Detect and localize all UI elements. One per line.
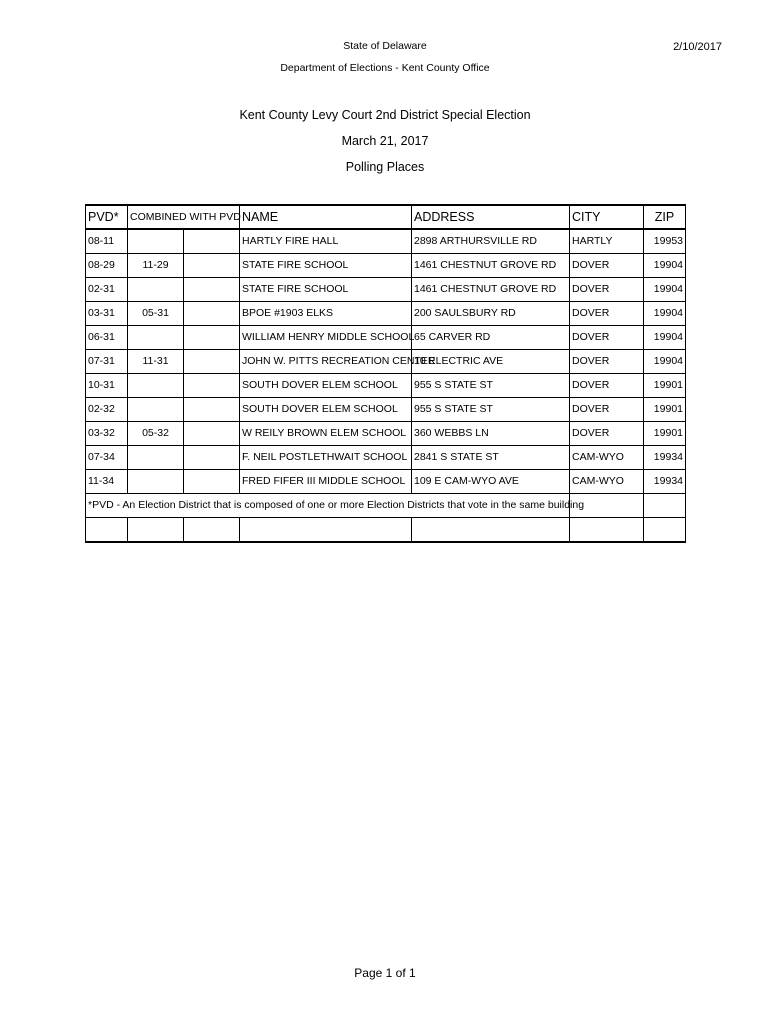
cell-pvd: 07-34	[86, 446, 128, 470]
cell-name: FRED FIFER III MIDDLE SCHOOL	[240, 470, 412, 494]
cell-empty	[184, 398, 240, 422]
cell-name: SOUTH DOVER ELEM SCHOOL	[240, 398, 412, 422]
cell-combined-pvd	[128, 278, 184, 302]
cell-zip: 19904	[644, 278, 686, 302]
cell-pvd: 07-31	[86, 350, 128, 374]
cell-name: STATE FIRE SCHOOL	[240, 254, 412, 278]
cell-city: DOVER	[570, 254, 644, 278]
table-row	[86, 350, 686, 374]
document-title: Kent County Levy Court 2nd District Special Election	[239, 108, 531, 122]
cell-name: F. NEIL POSTLETHWAIT SCHOOL	[240, 446, 412, 470]
cell-city: CAM-WYO	[570, 470, 644, 494]
cell-zip: 19904	[644, 254, 686, 278]
cell-pvd: 08-11	[86, 229, 128, 254]
cell-zip: 19934	[644, 446, 686, 470]
cell-empty	[570, 518, 644, 543]
cell-zip: 19901	[644, 422, 686, 446]
cell-address: 109 E CAM-WYO AVE	[412, 470, 570, 494]
cell-address: 360 WEBBS LN	[412, 422, 570, 446]
table-body	[86, 229, 686, 542]
cell-name: SOUTH DOVER ELEM SCHOOL	[240, 374, 412, 398]
cell-combined-pvd	[128, 326, 184, 350]
cell-pvd: 06-31	[86, 326, 128, 350]
cell-empty	[86, 518, 128, 543]
cell-combined-pvd	[128, 229, 184, 254]
cell-address: 65 CARVER RD	[412, 326, 570, 350]
cell-city: DOVER	[570, 350, 644, 374]
column-header-combined: COMBINED WITH PVD	[128, 205, 240, 229]
header-department: Department of Elections - Kent County Office	[280, 62, 490, 74]
cell-name: HARTLY FIRE HALL	[240, 229, 412, 254]
table-header-row	[86, 205, 686, 229]
cell-pvd: 10-31	[86, 374, 128, 398]
cell-address: 955 S STATE ST	[412, 398, 570, 422]
table-note-row	[86, 494, 686, 518]
cell-empty	[644, 494, 686, 518]
cell-city: DOVER	[570, 422, 644, 446]
cell-city: CAM-WYO	[570, 446, 644, 470]
cell-combined-pvd: 05-32	[128, 422, 184, 446]
cell-pvd: 02-32	[86, 398, 128, 422]
cell-address: 10 ELECTRIC AVE	[412, 350, 570, 374]
cell-empty	[644, 518, 686, 543]
table-row	[86, 470, 686, 494]
cell-empty	[412, 518, 570, 543]
cell-address: 1461 CHESTNUT GROVE RD	[412, 278, 570, 302]
cell-empty	[184, 350, 240, 374]
header-state: State of Delaware	[343, 40, 427, 52]
cell-pvd: 11-34	[86, 470, 128, 494]
cell-city: DOVER	[570, 278, 644, 302]
document-subtitle: Polling Places	[345, 160, 425, 174]
cell-pvd: 03-32	[86, 422, 128, 446]
cell-name: WILLIAM HENRY MIDDLE SCHOOL	[240, 326, 412, 350]
cell-name: BPOE #1903 ELKS	[240, 302, 412, 326]
table-row	[86, 229, 686, 254]
column-header-city: CITY	[570, 205, 644, 229]
cell-empty	[184, 518, 240, 543]
cell-zip: 19904	[644, 350, 686, 374]
column-header-pvd: PVD*	[86, 205, 128, 229]
table-empty-row	[86, 518, 686, 543]
cell-zip: 19934	[644, 470, 686, 494]
cell-zip: 19904	[644, 326, 686, 350]
column-header-zip: ZIP	[644, 205, 686, 229]
table-row	[86, 398, 686, 422]
cell-combined-pvd	[128, 470, 184, 494]
table-row	[86, 374, 686, 398]
cell-empty	[184, 229, 240, 254]
cell-combined-pvd	[128, 446, 184, 470]
polling-places-table	[85, 204, 686, 543]
column-header-name: NAME	[240, 205, 412, 229]
cell-combined-pvd	[128, 374, 184, 398]
cell-city: HARTLY	[570, 229, 644, 254]
election-date: March 21, 2017	[341, 134, 429, 148]
cell-combined-pvd: 11-31	[128, 350, 184, 374]
cell-empty	[184, 278, 240, 302]
cell-city: DOVER	[570, 326, 644, 350]
cell-empty	[184, 470, 240, 494]
cell-combined-pvd: 05-31	[128, 302, 184, 326]
column-header-address: ADDRESS	[412, 205, 570, 229]
cell-pvd: 02-31	[86, 278, 128, 302]
cell-empty	[184, 374, 240, 398]
table-row	[86, 254, 686, 278]
cell-empty	[184, 326, 240, 350]
cell-address: 200 SAULSBURY RD	[412, 302, 570, 326]
cell-address: 955 S STATE ST	[412, 374, 570, 398]
cell-empty	[184, 446, 240, 470]
table-row	[86, 326, 686, 350]
cell-empty	[184, 254, 240, 278]
cell-empty	[240, 518, 412, 543]
cell-city: DOVER	[570, 302, 644, 326]
cell-pvd: 08-29	[86, 254, 128, 278]
cell-zip: 19953	[644, 229, 686, 254]
cell-combined-pvd	[128, 398, 184, 422]
cell-address: 2898 ARTHURSVILLE RD	[412, 229, 570, 254]
cell-empty	[184, 302, 240, 326]
cell-city: DOVER	[570, 374, 644, 398]
cell-empty	[184, 422, 240, 446]
cell-city: DOVER	[570, 398, 644, 422]
cell-zip: 19901	[644, 398, 686, 422]
cell-address: 2841 S STATE ST	[412, 446, 570, 470]
table-footnote: *PVD - An Election District that is composed of one or more Election Districts that vote in the same building	[86, 494, 570, 518]
table-row	[86, 302, 686, 326]
cell-zip: 19901	[644, 374, 686, 398]
cell-name: STATE FIRE SCHOOL	[240, 278, 412, 302]
cell-zip: 19904	[644, 302, 686, 326]
table-row	[86, 446, 686, 470]
cell-address: 1461 CHESTNUT GROVE RD	[412, 254, 570, 278]
cell-pvd: 03-31	[86, 302, 128, 326]
cell-combined-pvd: 11-29	[128, 254, 184, 278]
cell-empty	[128, 518, 184, 543]
cell-name: JOHN W. PITTS RECREATION CENTER	[240, 350, 412, 374]
header-date: 2/10/2017	[673, 41, 722, 53]
cell-name: W REILY BROWN ELEM SCHOOL	[240, 422, 412, 446]
page-number: Page 1 of 1	[354, 966, 416, 980]
table-row	[86, 422, 686, 446]
table-row	[86, 278, 686, 302]
